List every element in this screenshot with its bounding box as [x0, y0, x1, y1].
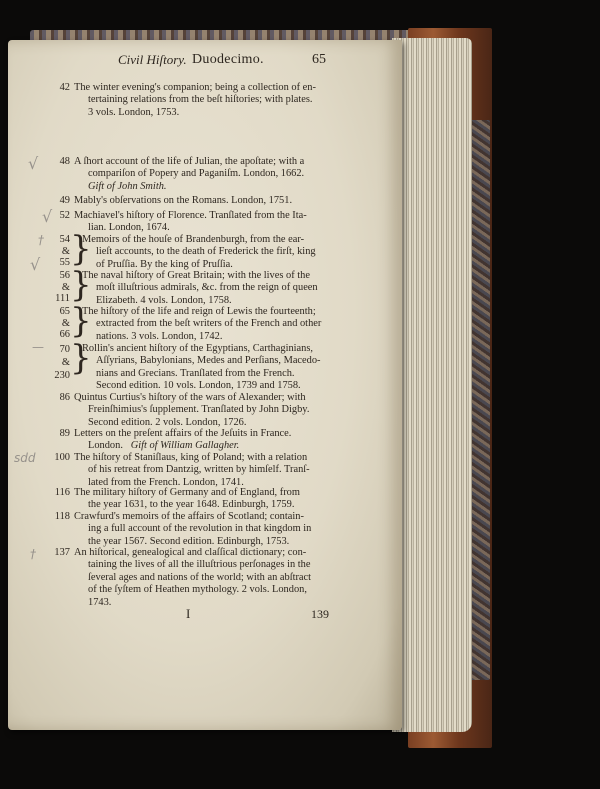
- entry-place: London.: [88, 440, 123, 452]
- running-head-format: Duodecimo.: [192, 52, 264, 67]
- pencil-check-mark: √: [28, 154, 39, 173]
- gift-note: Gift of John Smith.: [88, 180, 167, 192]
- entry-line: ing a full account of the revolution in that kingdom in: [88, 523, 312, 535]
- catalog-entry: [74, 82, 316, 119]
- catalog-entry: [82, 306, 321, 343]
- entry-line: The hiſtory of the life and reign of Lewis the fourteenth;: [82, 306, 316, 317]
- entry-line: lated from the French. London, 1741.: [88, 476, 244, 488]
- entry-number: 48: [59, 156, 70, 167]
- entry-line: Second edition. 10 vols. London, 1739 and 1758.: [96, 380, 301, 392]
- entry-line: An hiſtorical, genealogical and claſſical dictionary; con-: [74, 547, 307, 558]
- entry-number: 230: [54, 370, 70, 381]
- entry-line: The hiſtory of Staniſlaus, king of Poland; with a relation: [74, 452, 308, 463]
- entry-line: The naval hiſtory of Great Britain; with the lives of the: [82, 270, 310, 281]
- catalog-entry: [74, 195, 292, 207]
- entry-line: of Pruſſia. By the king of Pruſſia.: [96, 258, 233, 270]
- entry-number-group: [40, 270, 70, 305]
- catalog-entry: [74, 547, 311, 609]
- entry-number: 89: [59, 428, 70, 439]
- entry-number-group: [40, 343, 70, 382]
- entry-line: Rollin's ancient hiſtory of the Egyptians, Carthaginians,: [82, 343, 314, 354]
- entry-line: of the ſyſtem of Heathen mythology. 2 vols. London,: [88, 584, 307, 596]
- entry-line: Quintus Curtius's hiſtory of the wars of Alexander; with: [74, 392, 306, 403]
- entry-number: 49: [59, 195, 70, 206]
- entry-line: Mably's obſervations on the Romans. London, 1751.: [74, 195, 293, 206]
- pencil-dash-mark: —: [32, 340, 44, 354]
- entry-number: &: [61, 245, 70, 257]
- entry-number: 137: [54, 547, 70, 558]
- brace: }: [70, 301, 92, 341]
- entry-number: 65: [59, 306, 70, 317]
- entry-number: 100: [54, 452, 70, 463]
- brace: }: [70, 229, 92, 269]
- catalog-entry: [74, 511, 311, 548]
- catalog-entry: [74, 487, 300, 512]
- entry-number: 56: [59, 270, 70, 281]
- entry-number: 118: [54, 511, 70, 522]
- running-head-left: Civil Hiſtory.: [118, 52, 187, 67]
- entry-number: &: [61, 317, 70, 329]
- catalog-entry: [74, 156, 304, 193]
- entry-line: Aſſyrians, Babylonians, Medes and Perſians, Macedo-: [96, 355, 321, 367]
- entry-number: 55: [59, 257, 70, 268]
- entry-line: nations. 3 vols. London, 1742.: [96, 330, 223, 342]
- entry-line: Freinſhimius's ſupplement. Tranſlated by John Digby.: [88, 404, 310, 416]
- marbled-endpaper: [470, 120, 490, 680]
- catalog-entry: [74, 428, 291, 453]
- entry-number-group: [40, 234, 70, 269]
- catalog-entry: [82, 343, 321, 393]
- pencil-note: sdd: [14, 451, 36, 465]
- entry-number-group: [40, 306, 70, 341]
- entry-line: A ſhort account of the life of Julian, the apoſtate; with a: [74, 156, 305, 167]
- gift-note: Gift of William Gallagher.: [130, 440, 240, 452]
- entry-number: 116: [54, 487, 70, 498]
- catalog-entry: [74, 210, 307, 235]
- entry-line: moſt illuſtrious admirals, &c. from the reign of queen: [96, 282, 318, 294]
- entry-line: Machiavel's hiſtory of Florence. Tranſlated from the Ita-: [74, 210, 307, 221]
- entry-line: The winter evening's companion; being a collection of en-: [74, 82, 316, 93]
- entry-number: 66: [59, 329, 70, 340]
- entry-line: ſeveral ages and nations of the world; with an abſtract: [88, 571, 312, 583]
- entry-line: The military hiſtory of Germany and of England, from: [74, 487, 300, 498]
- pencil-check-mark: √: [30, 255, 41, 274]
- entry-number: &: [61, 281, 70, 293]
- catalog-entry: [82, 234, 316, 271]
- entry-line: taining the lives of all the illuſtrious perſonages in the: [88, 559, 311, 571]
- entry-line: Letters on the preſent affairs of the Jeſuits in France.: [74, 428, 292, 439]
- entry-line: nians and Grecians. Tranſlated from the French.: [96, 367, 295, 379]
- entry-line: the year 1631, to the year 1648. Edinburgh, 1759.: [88, 499, 295, 511]
- catalog-entry: [74, 452, 310, 489]
- entry-line: Second edition. 2 vols. London, 1726.: [88, 416, 247, 428]
- dagger-mark: †: [30, 547, 36, 561]
- brace: }: [70, 265, 92, 305]
- entry-line: 3 vols. London, 1753.: [88, 106, 180, 118]
- entry-number: 42: [59, 82, 70, 93]
- catchword: 139: [311, 607, 329, 621]
- entry-line: Crawfurd's memoirs of the affairs of Scotland; contain-: [74, 511, 304, 522]
- page-edges: [392, 38, 472, 732]
- entry-line: lian. London, 1674.: [88, 222, 170, 234]
- entry-number: &: [61, 357, 70, 368]
- dagger-mark: †: [38, 233, 44, 247]
- entry-number: 52: [59, 210, 70, 221]
- page-number: 65: [312, 52, 326, 67]
- entry-line: tertaining relations from the beſt hiſtories; with plates.: [88, 94, 313, 106]
- entry-line: Memoirs of the houſe of Brandenburgh, from the ear-: [82, 234, 305, 245]
- entry-line: Elizabeth. 4 vols. London, 1758.: [96, 294, 232, 306]
- entry-number: 70: [59, 344, 70, 355]
- entry-line: lieſt accounts, to the death of Frederick the firſt, king: [96, 246, 316, 258]
- catalog-entry: [82, 270, 318, 307]
- entry-line: 1743.: [88, 596, 112, 608]
- entry-line: compariſon of Popery and Paganiſm. London, 1662.: [88, 168, 305, 180]
- entry-number: 54: [59, 234, 70, 245]
- signature-mark: I: [186, 606, 191, 621]
- entry-line: [74, 440, 291, 452]
- catalog-entry: [74, 392, 309, 429]
- entry-line: the year 1567. Second edition. Edinburgh, 1753.: [88, 535, 290, 547]
- entry-number: 86: [59, 392, 70, 403]
- entry-line: extracted from the beſt writers of the French and other: [96, 318, 322, 330]
- pencil-check-mark: √: [42, 207, 53, 226]
- entry-number: 111: [55, 293, 70, 304]
- entry-line: of his retreat from Dantzig, written by himſelf. Tranſ-: [88, 464, 310, 476]
- brace: }: [70, 338, 92, 378]
